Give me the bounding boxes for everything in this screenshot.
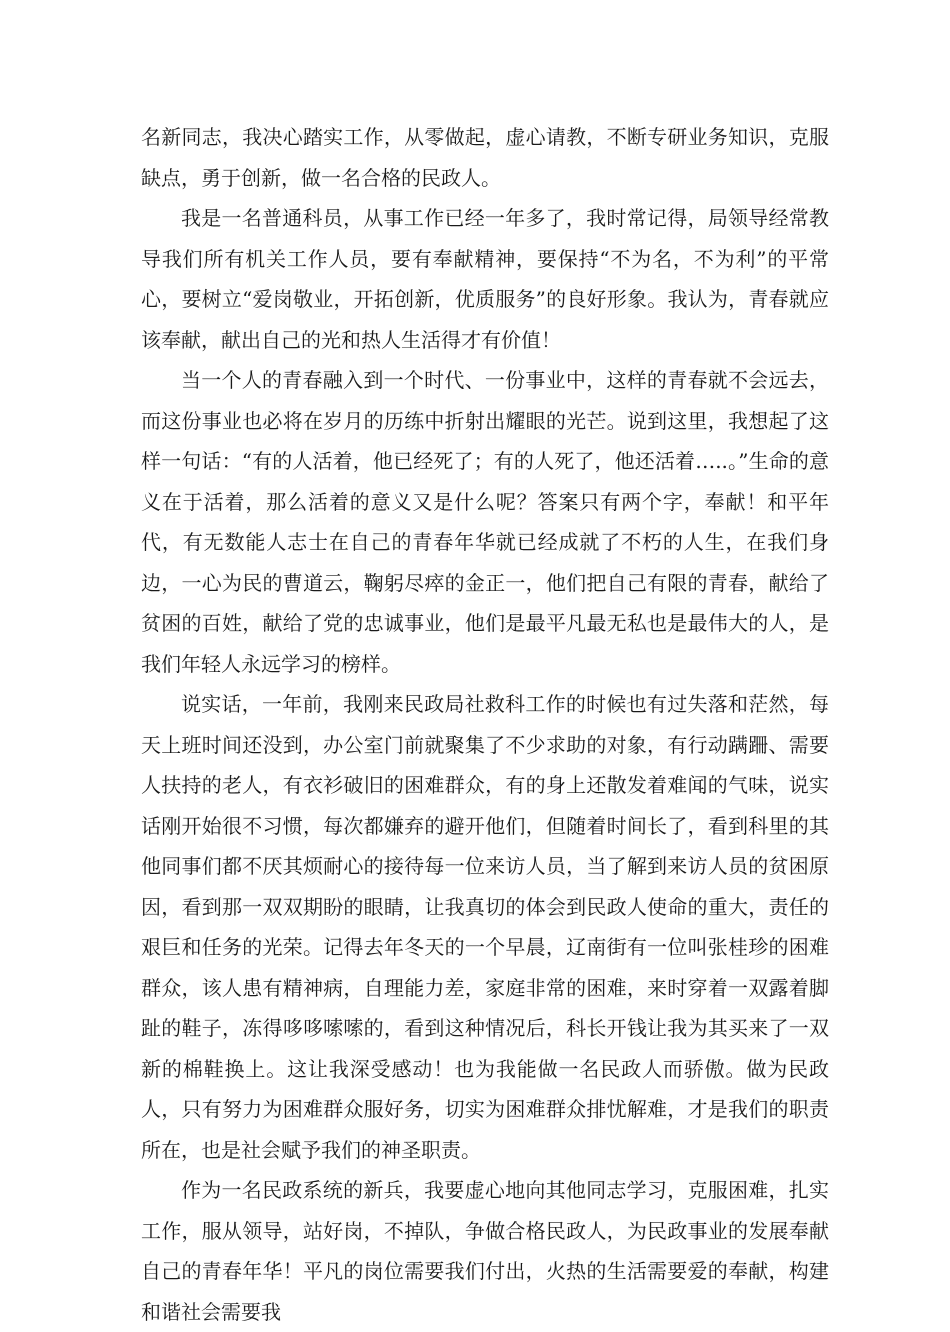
paragraph-3: 当一个人的青春融入到一个时代、一份事业中，这样的青春就不会远去，而这份事业也必将在岁月的历练中折射出耀眼的光芒。说到这里，我想起了这样一句话：“有的人活着，他已经死了；有的人死了，他还活着…..。”生命的意义在于活着，那么活着的意义又是什么呢？答案只有两个字，奉献！和平年代，有无数能人志士在自己的青春年华就已经成就了不朽的人生，在我们身边，一心为民的曹道云，鞠躬尽瘁的金正一，他们把自己有限的青春，献给了贫困的百姓，献给了党的忠诚事业，他们是最平凡最无私也是最伟大的人，是我们年轻人永远学习的榜样。: [141, 368, 829, 676]
document-page: [141, 117, 829, 1332]
paragraph-2: 我是一名普通科员，从事工作已经一年多了，我时常记得，局领导经常教导我们所有机关工作人员，要有奉献精神，要保持“不为名，不为利”的平常心，要树立“爱岗敬业，开拓创新，优质服务”的良好形象。我认为，青春就应该奉献，献出自己的光和热人生活得才有价值！: [141, 206, 829, 352]
paragraph-1: 名新同志，我决心踏实工作，从零做起，虚心请教，不断专研业务知识，克服缺点，勇于创新，做一名合格的民政人。: [141, 125, 829, 190]
paragraph-4: 说实话，一年前，我刚来民政局社救科工作的时候也有过失落和茫然，每天上班时间还没到，办公室门前就聚集了不少求助的对象，有行动蹒跚、需要人扶持的老人，有衣衫破旧的困难群众，有的身上还散发着难闻的气味，说实话刚开始很不习惯，每次都嫌弃的避开他们，但随着时间长了，看到科里的其他同事们都不厌其烦耐心的接待每一位来访人员，当了解到来访人员的贫困原因，看到那一双双期盼的眼睛，让我真切的体会到民政人使命的重大，责任的艰巨和任务的光荣。记得去年冬天的一个早晨，辽南街有一位叫张桂珍的困难群众，该人患有精神病，自理能力差，家庭非常的困难，来时穿着一双露着脚趾的鞋子，冻得哆哆嗦嗦的，看到这种情况后，科长开钱让我为其买来了一双新的棉鞋换上。这让我深受感动！也为我能做一名民政人而骄傲。做为民政人，只有努力为困难群众服好务，切实为困难群众排忧解难，才是我们的职责所在，也是社会赋予我们的神圣职责。: [141, 692, 829, 1162]
paragraph-5: 作为一名民政系统的新兵，我要虚心地向其他同志学习，克服困难，扎实工作，服从领导，站好岗，不掉队，争做合格民政人，为民政事业的发展奉献自己的青春年华！平凡的岗位需要我们付出，火热的生活需要爱的奉献，构建和谐社会需要我: [141, 1178, 829, 1324]
